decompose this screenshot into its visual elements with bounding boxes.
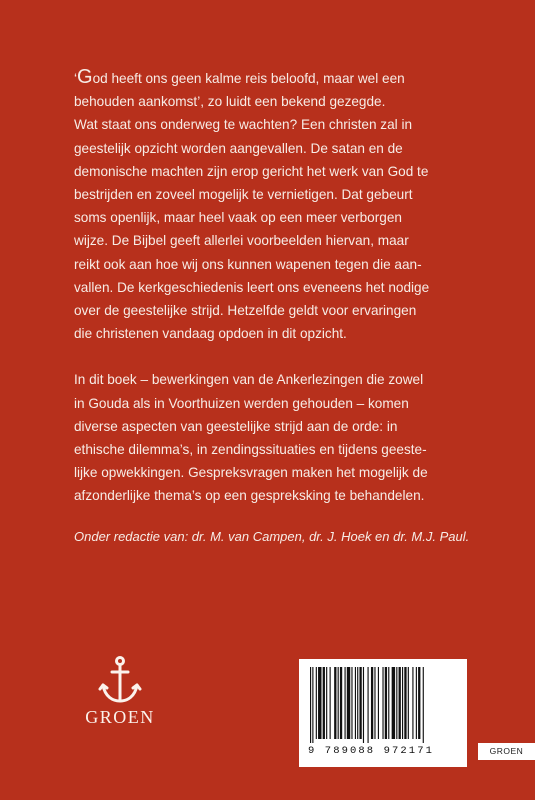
barcode-bar bbox=[334, 667, 336, 739]
barcode-bar bbox=[388, 667, 389, 739]
barcode-bar bbox=[326, 667, 327, 739]
barcode-bar bbox=[392, 667, 395, 739]
barcode-bar bbox=[345, 667, 346, 739]
barcode-bar bbox=[402, 667, 403, 739]
barcode-bar bbox=[408, 667, 409, 739]
drop-cap: G bbox=[77, 66, 93, 88]
barcode-bar bbox=[418, 667, 420, 739]
back-cover-blurb bbox=[74, 66, 494, 508]
barcode-bar bbox=[416, 667, 417, 739]
publisher-logo bbox=[70, 655, 170, 728]
barcode-bar bbox=[399, 667, 401, 739]
barcode-bar bbox=[340, 667, 342, 739]
isbn-number: 9 789088 972171 bbox=[308, 745, 435, 757]
blurb-paragraph-2: In dit boek – bewerkingen van de Ankerlezingen die zowel in Gouda als in Voorthuizen werden gehouden – komen diverse aspecten van geestelijke strijd aan de orde: in ethische dilemma’s, in zendingssituaties en tijdens geeste- lijke opwekkingen. Gespreksvragen maken het mogelijk de afzonderlijke thema’s op een gespreksking te behandelen. bbox=[74, 372, 428, 504]
barcode-bar bbox=[423, 667, 424, 743]
barcode-bar bbox=[368, 667, 369, 743]
barcode-bar bbox=[318, 667, 321, 739]
barcode-bar bbox=[412, 667, 413, 739]
quote-mark: ‘ bbox=[74, 71, 78, 86]
barcode-bar bbox=[312, 667, 313, 743]
barcode-bar bbox=[378, 667, 379, 739]
publisher-tag: GROEN bbox=[478, 743, 535, 760]
barcode-bar bbox=[371, 667, 373, 739]
barcode-bar bbox=[316, 667, 317, 739]
barcode-bar bbox=[355, 667, 356, 739]
barcode-bar bbox=[323, 667, 325, 739]
editors-credit: Onder redactie van: dr. M. van Campen, dr. J. Hoek en dr. M.J. Paul. bbox=[74, 529, 470, 544]
barcode-bar bbox=[404, 667, 406, 739]
barcode-bars bbox=[308, 667, 458, 743]
barcode-bar bbox=[363, 667, 364, 743]
blurb-paragraph-1 bbox=[74, 66, 494, 345]
barcode-bar bbox=[385, 667, 387, 739]
barcode-bar bbox=[359, 667, 361, 739]
anchor-icon bbox=[97, 655, 143, 705]
barcode-bar bbox=[374, 667, 375, 739]
blurb-paragraph-1-text: od heeft ons geen kalme reis beloofd, maar wel een behouden aankomst’, zo luidt een bekend gezegde. Wat staat ons onderweg te wachten? Een christen zal in geestelijk opzicht worden aangevallen. De satan en de demonische machten zijn erop gericht het werk van God te bestrijden en zoveel mogelijk te vernietigen. Dat gebeurt soms openlijk, maar heel vaak op een meer verborgen wijze. De Bijbel geeft allerlei voorbeelden hiervan, maar reikt ook aan hoe wij ons kunnen wapenen tegen die aan- vallen. De kerkgeschiedenis leert ons eveneens het nodige over de geestelijke strijd. Hetzelfde geldt voor ervaringen die christenen vandaag opdoen in dit opzicht. bbox=[74, 71, 430, 342]
barcode-bar bbox=[338, 667, 339, 739]
barcode-bar bbox=[382, 667, 383, 739]
barcode-bar bbox=[310, 667, 311, 743]
barcode-bar bbox=[351, 667, 352, 739]
barcode-bar bbox=[347, 667, 350, 739]
barcode-bar bbox=[396, 667, 397, 739]
barcode-bar bbox=[330, 667, 331, 739]
publisher-logo-text: GROEN bbox=[85, 707, 155, 727]
barcode-bar bbox=[357, 667, 358, 739]
isbn-barcode bbox=[299, 659, 467, 767]
